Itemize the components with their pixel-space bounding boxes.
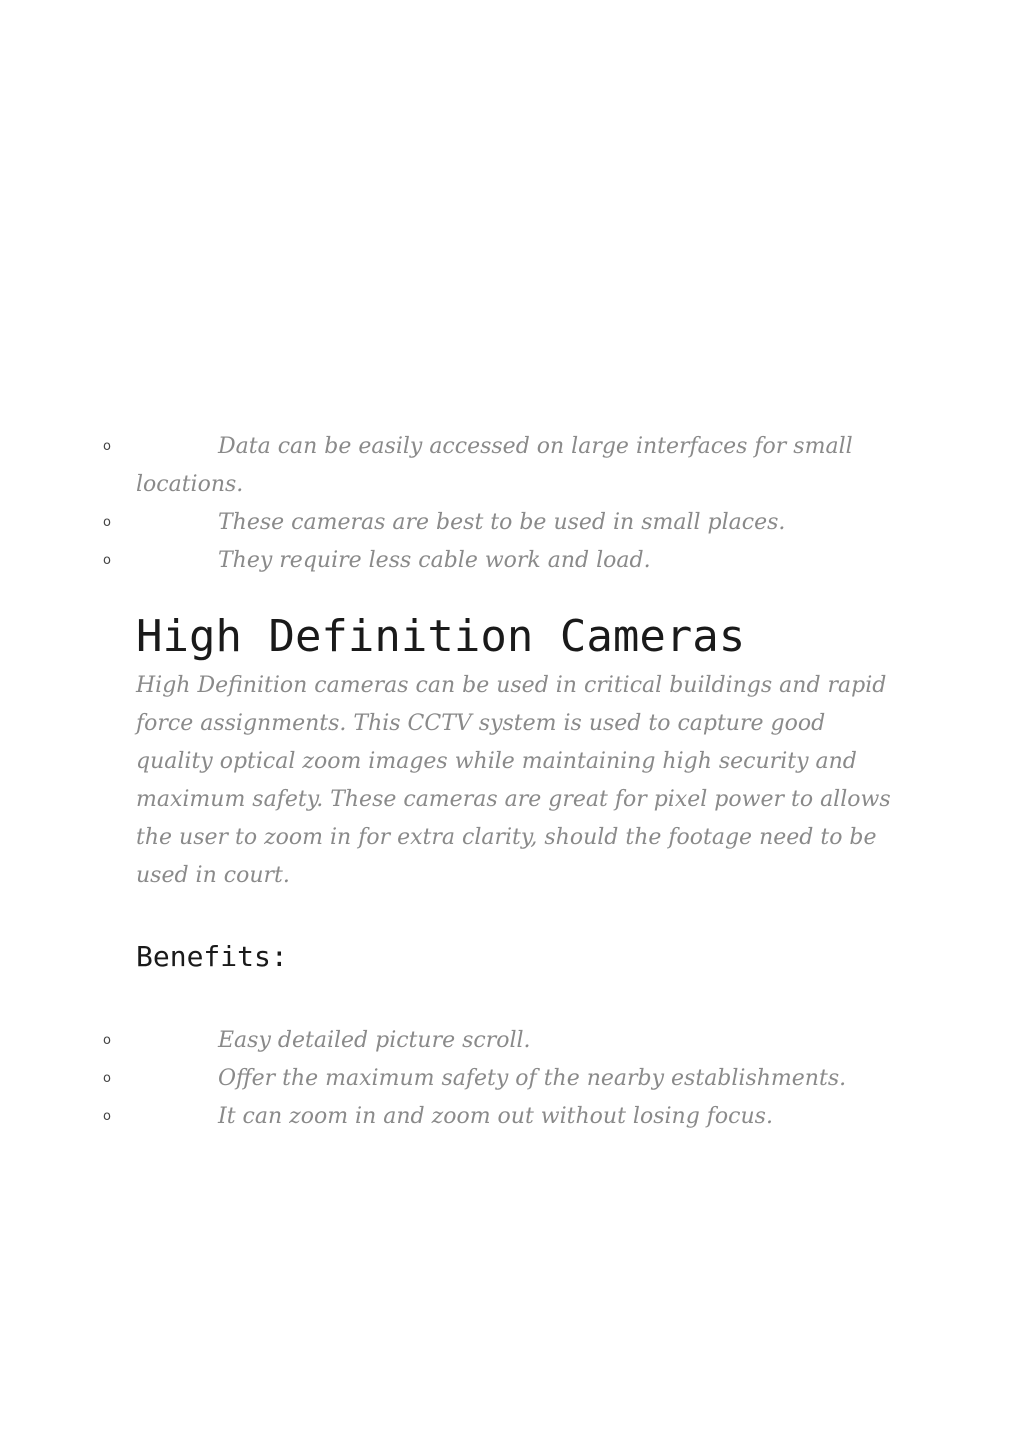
list-item-text: These cameras are best to be used in small places.	[218, 510, 786, 535]
benefits-heading: Benefits:	[136, 940, 288, 973]
hollow-bullet-icon: o	[103, 515, 111, 530]
list-item	[0, 1022, 896, 1060]
hollow-bullet-icon: o	[103, 439, 111, 454]
benefits-list	[0, 1022, 1024, 1136]
list-item	[0, 1098, 896, 1136]
section-paragraph: High Definition cameras can be used in critical buildings and rapid force assignments. This CCTV system is used to capture good quality optical zoom images while maintaining high security and maximum safety. These cameras are great for pixel power to allows the user to zoom in for extra clarity, should the footage need to be used in court.	[136, 673, 891, 888]
list-item-text: Offer the maximum safety of the nearby establishments.	[218, 1066, 847, 1091]
list-item-text: It can zoom in and zoom out without losing focus.	[218, 1104, 773, 1129]
feature-list	[0, 428, 1024, 580]
list-item	[0, 1060, 896, 1098]
hollow-bullet-icon: o	[103, 1033, 111, 1048]
hollow-bullet-icon: o	[103, 1071, 111, 1086]
list-item	[0, 428, 896, 504]
section-title: High Definition Cameras	[136, 611, 746, 662]
list-item	[0, 542, 896, 580]
list-item-text: Data can be easily accessed on large interfaces for small locations.	[136, 434, 853, 497]
list-item-text: Easy detailed picture scroll.	[218, 1028, 531, 1053]
hollow-bullet-icon: o	[103, 1109, 111, 1124]
hollow-bullet-icon: o	[103, 553, 111, 568]
list-item	[0, 504, 896, 542]
list-item-text: They require less cable work and load.	[218, 548, 651, 573]
